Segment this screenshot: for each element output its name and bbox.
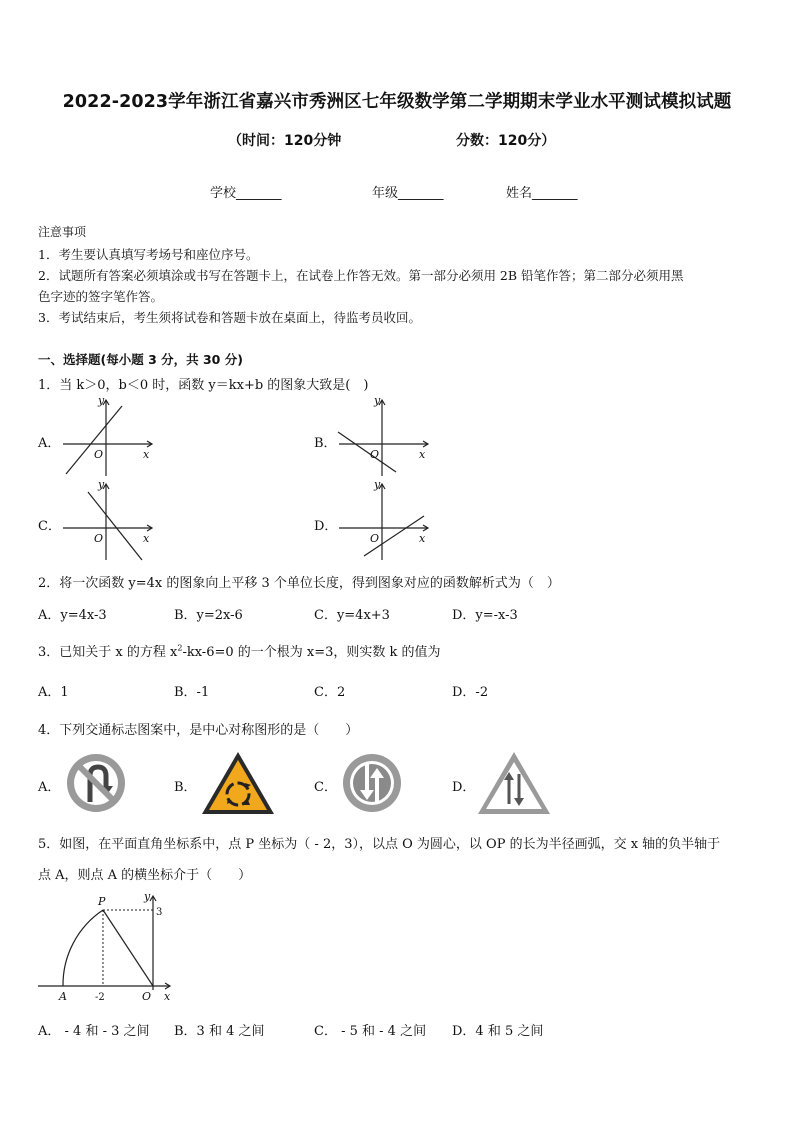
q4-option-d[interactable]: D． <box>452 780 476 795</box>
q2-stem: 2．将一次函数 y=4x 的图象向上平移 3 个单位长度，得到图象对应的函数解析式为（ ） <box>38 576 560 591</box>
q1-graph-c <box>58 480 158 562</box>
name-field[interactable]: 姓名_______ <box>506 186 578 201</box>
axis-x-label: x <box>164 990 171 1003</box>
q4-option-a[interactable]: A． <box>38 780 61 795</box>
axis-x-label: x <box>419 532 426 545</box>
q3-option-b[interactable]: B．-1 <box>174 685 210 700</box>
q2-option-c[interactable]: C．y=4x+3 <box>314 608 390 623</box>
origin-label: O <box>94 532 104 545</box>
axis-y-label: y <box>374 394 381 407</box>
axis-y-label: y <box>144 890 151 903</box>
notice-item-2: 2．试题所有答案必须填涂或书写在答题卡上，在试卷上作答无效。第一部分必须用 2B 铅笔作答；第二部分必须用黑 <box>38 268 684 283</box>
q1-stem: 1．当 k＞0，b＜0 时，函数 y＝kx+b 的图象大致是( ) <box>38 378 369 393</box>
axis-x-label: x <box>143 532 150 545</box>
q4-option-b[interactable]: B． <box>174 780 197 795</box>
q5-figure <box>36 892 178 1008</box>
q3-option-d[interactable]: D．-2 <box>452 685 489 700</box>
axis-y-label: y <box>98 394 105 407</box>
tick-neg2-label: -2 <box>95 992 105 1003</box>
axis-y-label: y <box>98 478 105 491</box>
q5-option-c[interactable]: C． - 5 和 - 4 之间 <box>314 1024 427 1039</box>
q5-stem-line-1: 5．如图，在平面直角坐标系中，点 P 坐标为（ - 2，3），以点 O 为圆心，以 OP 的长为半径画弧，交 x 轴的负半轴于 <box>38 837 721 852</box>
q1-option-d[interactable]: D． <box>314 519 338 534</box>
origin-label: O <box>94 448 104 461</box>
axis-x-label: x <box>419 448 426 461</box>
q3-option-c[interactable]: C．2 <box>314 685 346 700</box>
q5-stem-line-2: 点 A，则点 A 的横坐标介于（ ） <box>38 868 252 883</box>
notice-item-3: 3．考试结束后，考生须将试卷和答题卡放在桌面上，待监考员收回。 <box>38 310 421 325</box>
q2-option-a[interactable]: A．y=4x-3 <box>38 608 107 623</box>
q1-option-a[interactable]: A． <box>38 436 61 451</box>
q2-option-d[interactable]: D．y=-x-3 <box>452 608 518 623</box>
q1-option-b[interactable]: B． <box>314 436 337 451</box>
exam-title: 2022-2023学年浙江省嘉兴市秀洲区七年级数学第二学期期末学业水平测试模拟试题 <box>62 92 732 112</box>
q1-graph-a <box>58 396 158 478</box>
axis-y-label: y <box>374 478 381 491</box>
section-heading: 一、选择题(每小题 3 分，共 30 分) <box>38 352 243 367</box>
point-a-label: A <box>59 990 67 1003</box>
point-p-label: P <box>98 895 106 908</box>
notice-item-1: 1．考生要认真填写考场号和座位序号。 <box>38 247 259 262</box>
q2-option-b[interactable]: B．y=2x-6 <box>174 608 243 623</box>
q5-option-a[interactable]: A． - 4 和 - 3 之间 <box>38 1024 150 1039</box>
two-way-traffic-warning-sign-icon <box>476 750 552 816</box>
q5-option-d[interactable]: D．4 和 5 之间 <box>452 1024 544 1039</box>
tick-3-label: 3 <box>156 907 163 918</box>
q1-graph-d <box>334 480 434 562</box>
q4-option-c[interactable]: C． <box>314 780 337 795</box>
roundabout-warning-sign-icon <box>200 750 276 816</box>
two-way-arrows-sign-icon <box>338 752 406 814</box>
exam-time: （时间：120分钟 <box>228 133 342 149</box>
q5-option-b[interactable]: B．3 和 4 之间 <box>174 1024 265 1039</box>
axis-x-label: x <box>143 448 150 461</box>
q4-stem: 4．下列交通标志图案中，是中心对称图形的是（ ） <box>38 723 359 738</box>
q3-option-a[interactable]: A．1 <box>38 685 69 700</box>
origin-label: O <box>370 532 380 545</box>
notice-heading: 注意事项 <box>38 225 87 239</box>
exam-score: 分数：120分） <box>456 133 556 149</box>
school-field[interactable]: 学校_______ <box>210 186 282 201</box>
origin-label: O <box>142 990 152 1003</box>
notice-item-2-cont: 色字迹的签字笔作答。 <box>38 289 164 304</box>
no-u-turn-sign-icon <box>62 752 130 814</box>
q3-stem: 3．已知关于 x 的方程 $x^2-kx-6=0$ 的一个根为 x=3，则实数 k 的值为 <box>38 643 441 660</box>
grade-field[interactable]: 年级_______ <box>372 186 444 201</box>
q1-graph-b <box>334 396 434 478</box>
origin-label: O <box>370 448 380 461</box>
q1-option-c[interactable]: C． <box>38 519 61 534</box>
